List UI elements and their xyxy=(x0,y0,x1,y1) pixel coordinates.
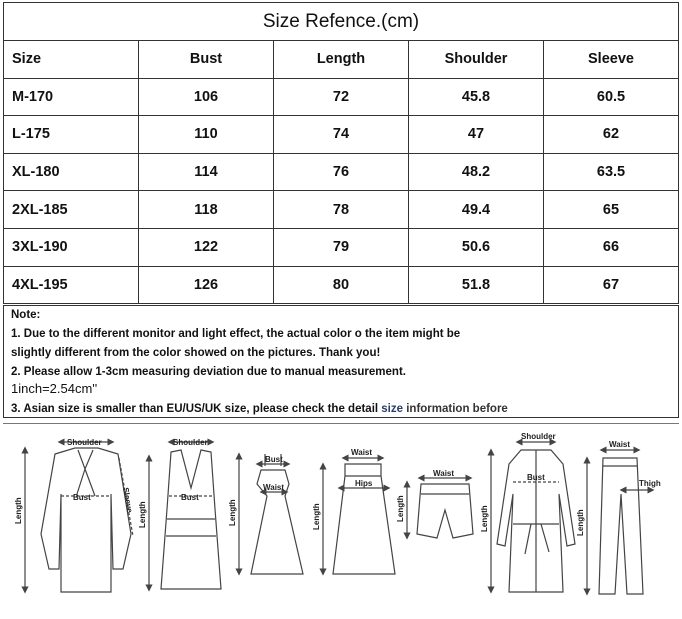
label-length: Length xyxy=(228,499,237,526)
cell-shoulder: 48.2 xyxy=(409,153,544,191)
cell-shoulder: 51.8 xyxy=(409,266,544,304)
header-length: Length xyxy=(274,41,409,79)
notes-heading: Note: xyxy=(11,309,41,321)
coat-diagram xyxy=(491,442,575,592)
cell-length: 74 xyxy=(274,116,409,154)
pants-diagram xyxy=(587,450,651,594)
label-length: Length xyxy=(14,497,23,524)
cell-shoulder: 49.4 xyxy=(409,191,544,229)
table-header-row xyxy=(4,41,679,79)
label-waist: Waist xyxy=(263,483,285,492)
label-bust: Bust xyxy=(73,493,91,502)
cell-bust: 122 xyxy=(139,228,274,266)
cell-shoulder: 45.8 xyxy=(409,78,544,116)
label-shoulder: Shoulder xyxy=(173,438,208,447)
label-waist: Waist xyxy=(351,448,373,457)
header-sleeve: Sleeve xyxy=(544,41,679,79)
cell-size: 3XL-190 xyxy=(4,228,139,266)
note-3-tail: information before xyxy=(403,403,508,415)
note-3-size-word: size xyxy=(381,403,404,415)
label-hips: Hips xyxy=(355,479,373,488)
note-2: 2. Please allow 1-3cm measuring deviation due to manual measurement. xyxy=(11,366,406,378)
cell-size: 2XL-185 xyxy=(4,191,139,229)
table-row xyxy=(4,266,679,304)
cell-sleeve: 66 xyxy=(544,228,679,266)
tank-top-diagram xyxy=(149,442,221,589)
cell-bust: 126 xyxy=(139,266,274,304)
table-row xyxy=(4,191,679,229)
shorts-diagram xyxy=(407,478,473,538)
cell-size: 4XL-195 xyxy=(4,266,139,304)
cell-sleeve: 62 xyxy=(544,116,679,154)
size-table xyxy=(3,2,679,304)
label-waist: Waist xyxy=(609,440,631,449)
label-bust: Bust xyxy=(181,493,199,502)
header-bust: Bust xyxy=(139,41,274,79)
label-bust: Bust xyxy=(265,455,283,464)
label-length: Length xyxy=(480,505,489,532)
label-sleeve: Sleeve xyxy=(121,486,135,514)
label-length: Length xyxy=(138,501,147,528)
cell-length: 80 xyxy=(274,266,409,304)
label-length: Length xyxy=(396,495,405,522)
table-title-row xyxy=(4,3,679,41)
table-title: Size Refence.(cm) xyxy=(4,3,679,41)
cell-sleeve: 60.5 xyxy=(544,78,679,116)
header-size: Size xyxy=(4,41,139,79)
cell-size: L-175 xyxy=(4,116,139,154)
cell-shoulder: 47 xyxy=(409,116,544,154)
cell-bust: 118 xyxy=(139,191,274,229)
cell-length: 78 xyxy=(274,191,409,229)
table-row xyxy=(4,153,679,191)
skirt-diagram xyxy=(323,458,395,574)
note-3-text: 3. Asian size is smaller than EU/US/UK size, please check the detail xyxy=(11,403,382,415)
note-1-line-1: 1. Due to the different monitor and light effect, the actual color o the item might be xyxy=(11,328,461,340)
label-shoulder: Shoulder xyxy=(67,438,102,447)
blouse-diagram xyxy=(25,442,133,592)
label-thigh: Thigh xyxy=(639,479,661,488)
cell-size: XL-180 xyxy=(4,153,139,191)
cell-size: M-170 xyxy=(4,78,139,116)
cell-sleeve: 65 xyxy=(544,191,679,229)
notes-box xyxy=(3,305,679,418)
inch-conversion: 1inch=2.54cm'' xyxy=(11,381,98,396)
cell-sleeve: 67 xyxy=(544,266,679,304)
label-waist: Waist xyxy=(433,469,455,478)
cell-bust: 106 xyxy=(139,78,274,116)
table-row xyxy=(4,116,679,154)
cell-bust: 110 xyxy=(139,116,274,154)
measurement-diagrams xyxy=(3,423,679,614)
cell-length: 79 xyxy=(274,228,409,266)
label-length: Length xyxy=(312,503,321,530)
label-length: Length xyxy=(576,509,585,536)
label-bust: Bust xyxy=(527,473,545,482)
header-shoulder: Shoulder xyxy=(409,41,544,79)
note-1-line-2: slightly different from the color showed on the pictures. Thank you! xyxy=(11,347,381,359)
note-3 xyxy=(11,403,508,415)
cell-length: 72 xyxy=(274,78,409,116)
label-shoulder: Shoulder xyxy=(521,432,556,441)
table-row xyxy=(4,78,679,116)
cell-sleeve: 63.5 xyxy=(544,153,679,191)
cell-shoulder: 50.6 xyxy=(409,228,544,266)
garment-illustrations xyxy=(3,424,679,614)
table-row xyxy=(4,228,679,266)
dress-diagram xyxy=(239,454,303,574)
cell-bust: 114 xyxy=(139,153,274,191)
cell-length: 76 xyxy=(274,153,409,191)
